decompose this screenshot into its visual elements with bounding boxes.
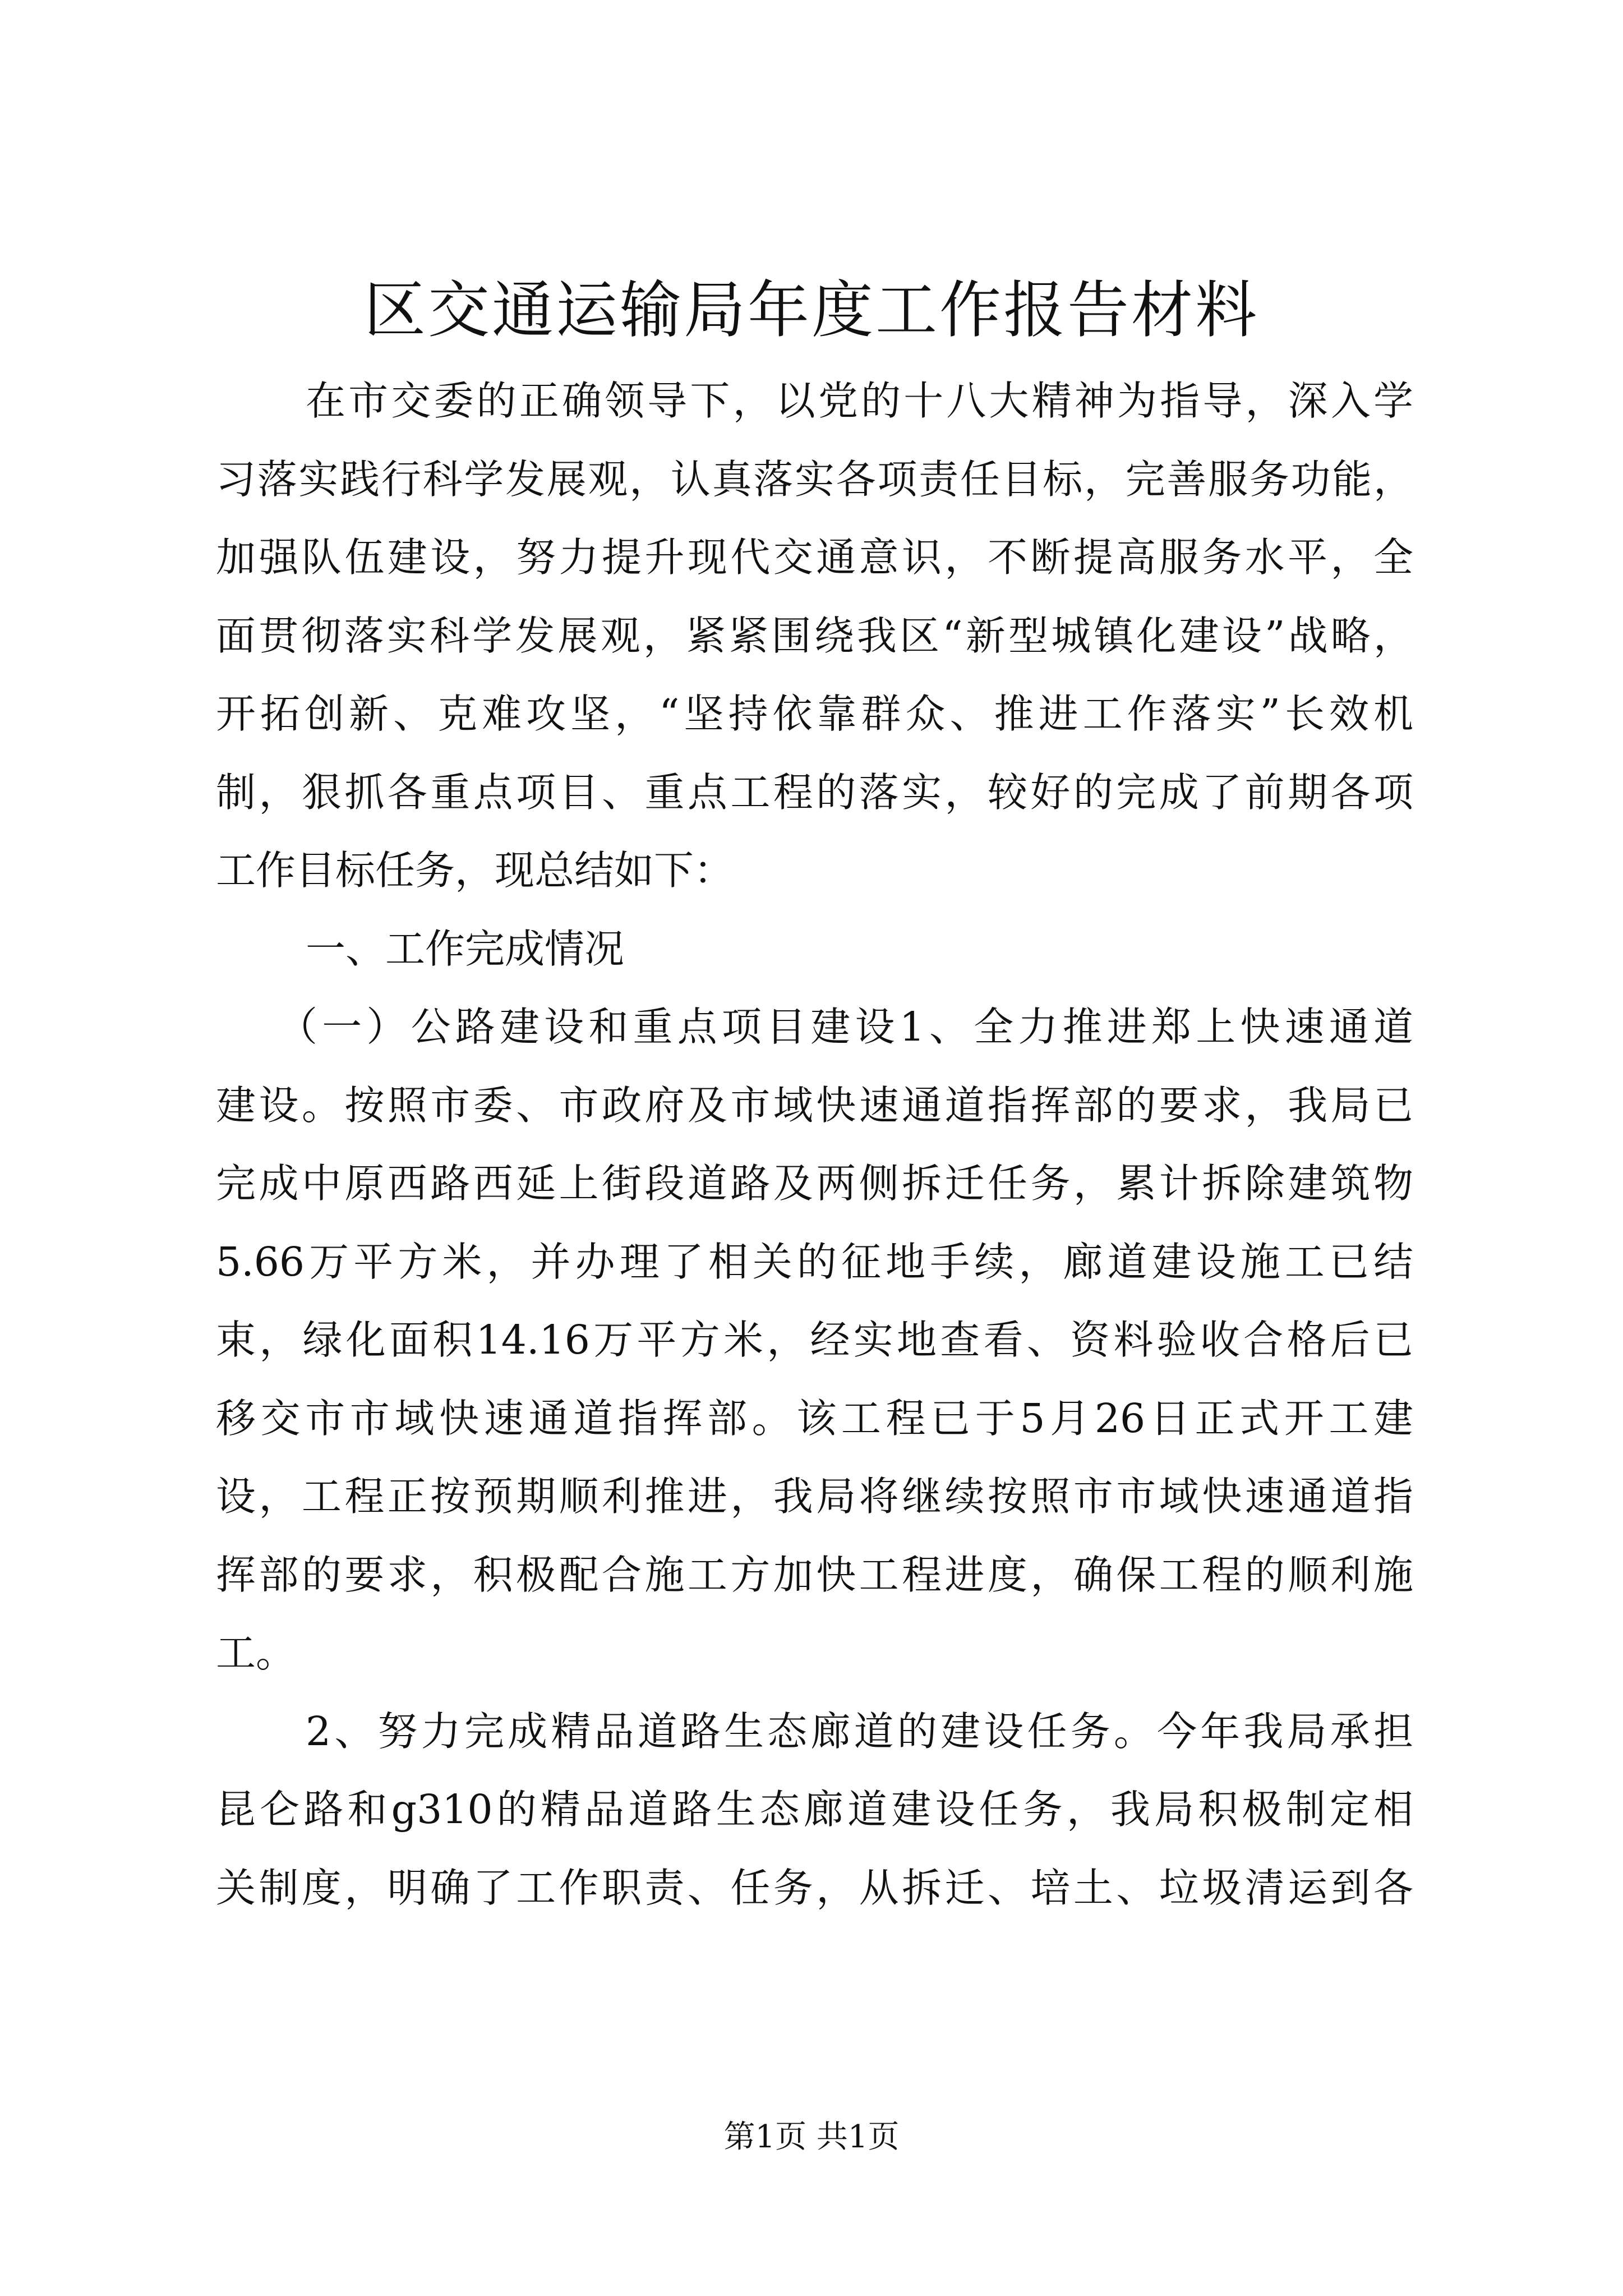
page-footer: 第1页 共1页 [723,2119,900,2155]
body-line: 工。 [216,1630,296,1676]
document-body [216,362,1413,1927]
body-line: 制，狠抓各重点项目、重点工程的落实，较好的完成了前期各项 [216,769,1413,816]
body-line: 建设。按照市委、市政府及市域快速通道指挥部的要求，我局已 [216,1082,1413,1129]
body-line: 在市交委的正确领导下，以党的十八大精神为指导，深入学 [306,378,1413,424]
body-line: 设，工程正按预期顺利推进，我局将继续按照市市域快速通道指 [216,1473,1413,1520]
body-line: 挥部的要求，积极配合施工方加快工程进度，确保工程的顺利施 [216,1551,1413,1598]
body-line: 加强队伍建设，努力提升现代交通意识，不断提高服务水平，全 [216,534,1413,581]
section-heading: 一、工作完成情况 [306,925,625,972]
body-line: 束，绿化面积14.16万平方米，经实地查看、资料验收合格后已 [216,1317,1413,1363]
body-line: 移交市市域快速通道指挥部。该工程已于5月26日正式开工建 [216,1395,1413,1442]
body-line: （一）公路建设和重点项目建设1、全力推进郑上快速通道 [278,1004,1413,1050]
body-line: 2、努力完成精品道路生态廊道的建设任务。今年我局承担 [306,1708,1413,1755]
body-line: 面贯彻落实科学发展观，紧紧围绕我区“新型城镇化建设”战略， [216,612,1413,659]
document-title: 区交通运输局年度工作报告材料 [364,274,1259,346]
body-line: 关制度，明确了工作职责、任务，从拆迁、培土、垃圾清运到各 [216,1864,1413,1911]
body-line: 5.66万平方米，并办理了相关的征地手续，廊道建设施工已结 [216,1238,1413,1285]
body-line: 昆仑路和g310的精品道路生态廊道建设任务，我局积极制定相 [216,1786,1413,1833]
body-line: 开拓创新、克难攻坚，“坚持依靠群众、推进工作落实”长效机 [216,691,1413,737]
body-line: 完成中原西路西延上街段道路及两侧拆迁任务，累计拆除建筑物 [216,1160,1413,1207]
body-line: 工作目标任务，现总结如下： [216,847,734,894]
body-line: 习落实践行科学发展观，认真落实各项责任目标，完善服务功能， [216,455,1413,503]
